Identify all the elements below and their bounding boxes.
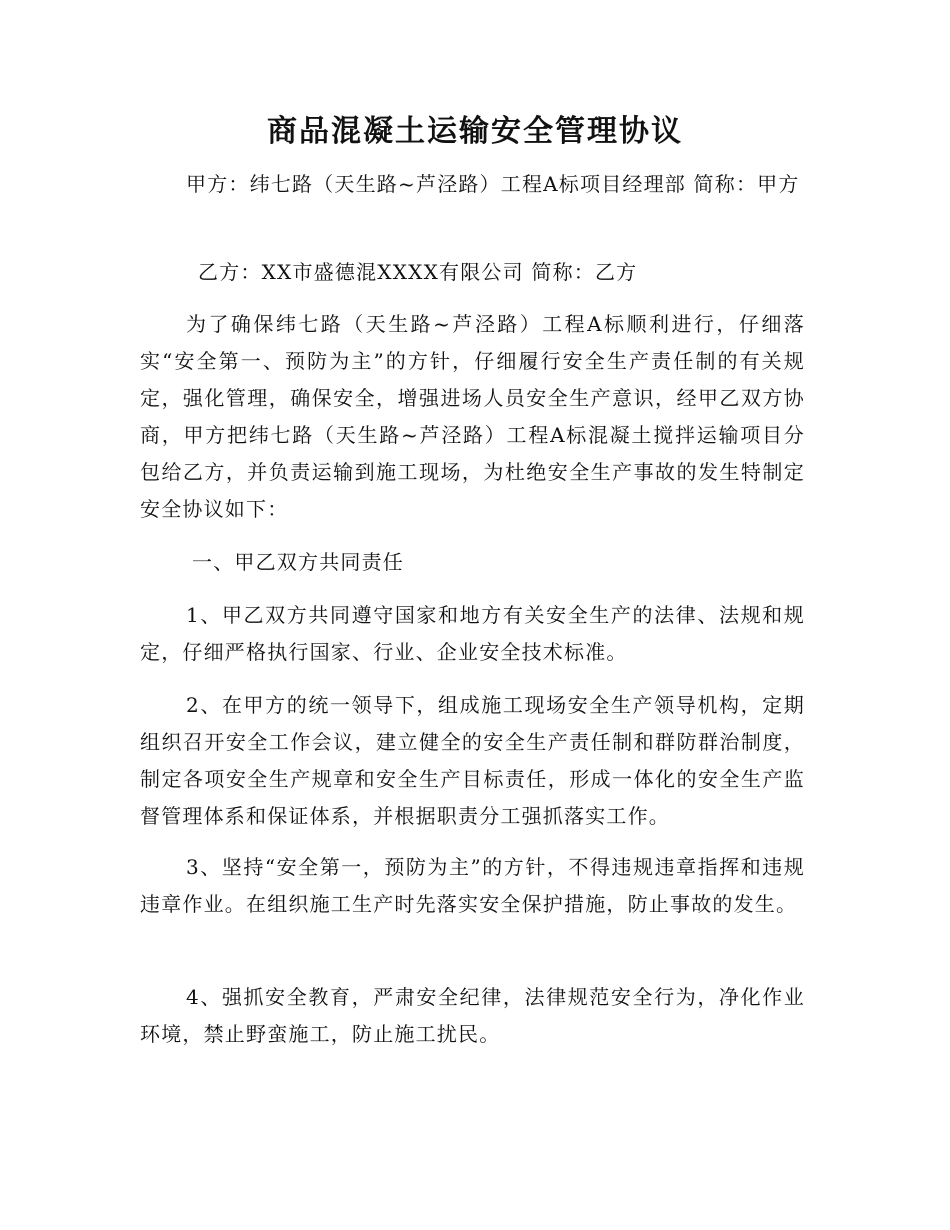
clause-1: 1、甲乙双方共同遵守国家和地方有关安全生产的法律、法规和规定，仔细严格执行国家、行业、企业安全技术标准。 <box>140 603 805 664</box>
section-1-heading: 一、甲乙双方共同责任 <box>192 550 404 574</box>
party-b-line: 乙方：XX市盛德混XXXX有限公司 简称：乙方 <box>198 260 638 284</box>
clause-2: 2、在甲方的统一领导下，组成施工现场安全生产领导机构，定期组织召开安全工作会议，建立健全的安全生产责任制和群防群治制度，制定各项安全生产规章和安全生产目标责任，形成一体化的安全生产监督管理体系和保证体系，并根据职责分工强抓落实工作。 <box>140 693 805 828</box>
clause-4: 4、强抓安全教育，严肃安全纪律，法律规范安全行为，净化作业环境，禁止野蛮施工，防止施工扰民。 <box>140 985 805 1046</box>
intro-paragraph: 为了确保纬七路（天生路~芦泾路）工程A标顺利进行，仔细落实“安全第一、预防为主”的方针，仔细履行安全生产责任制的有关规定，强化管理，确保安全，增强进场人员安全生产意识，经甲乙双方协商，甲方把纬七路（天生路~芦泾路）工程A标混凝土搅拌运输项目分包给乙方，并负责运输到施工现场，为杜绝安全生产事故的发生特制定安全协议如下： <box>140 312 805 521</box>
clause-3: 3、坚持“安全第一，预防为主”的方针，不得违规违章指挥和违规违章作业。在组织施工生产时先落实安全保护措施，防止事故的发生。 <box>140 855 805 916</box>
party-a-line: 甲方：纬七路（天生路~芦泾路）工程A标项目经理部 简称：甲方 <box>186 172 800 196</box>
document-title: 商品混凝土运输安全管理协议 <box>267 114 683 149</box>
